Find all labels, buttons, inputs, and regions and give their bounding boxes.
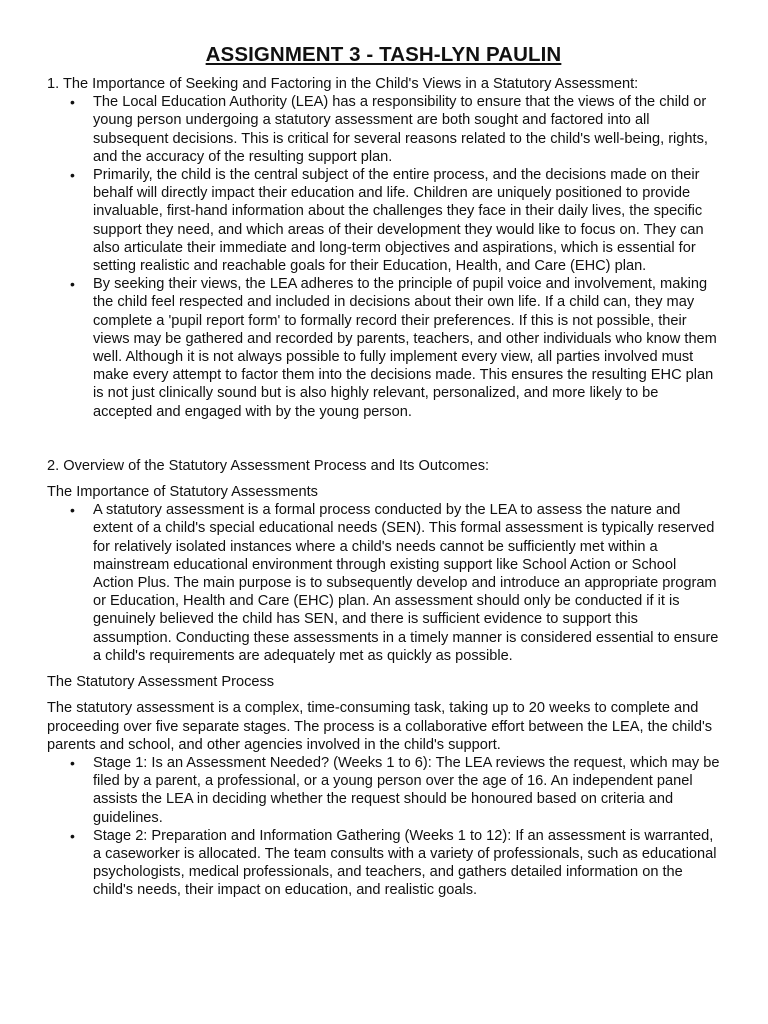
section-1-heading: 1. The Importance of Seeking and Factoring in the Child's Views in a Statutory Assessment: (47, 76, 639, 92)
subheading-process: The Statutory Assessment Process (47, 674, 275, 691)
section-1-bullet-list (47, 93, 720, 421)
bullet-item: • Primarily, the child is the central subject of the entire process, and the decisions made on their behalf will directly impact their education and life. Children are uniquely positioned to provide invaluable, first-hand information about the challenges they face in their daily lives, the specific support they need, and which areas of their development they would like to focus on. They can also articulate their immediate and long-term objectives and aspirations, which is essential for setting realistic and reachable goals for their Education, Health, and Care (EHC) plan. (93, 166, 720, 275)
bullet-item: • A statutory assessment is a formal process conducted by the LEA to assess the nature and extent of a child's special educational needs (SEN). This formal assessment is typically reserved for relatively isolated instances where a child's needs cannot be sufficiently met within a mainstream educational environment through existing support like School Action or School Action Plus. The main purpose is to subsequently develop and introduce an appropriate program or Education, Health and Care (EHC) plan. An assessment should only be conducted if it is genuinely believed the child has SEN, and there is sufficient evidence to support this assumption. Conducting these assessments in a timely manner is considered essential to ensure a child's requirements are adequately met as quickly as possible. (93, 501, 720, 665)
process-paragraph: The statutory assessment is a complex, time-consuming task, taking up to 20 weeks to complete and proceeding over five separate stages. The process is a collaborative effort between the LEA, the child's parents and school, and other agencies involved in the child's support. (47, 700, 713, 753)
document-title: ASSIGNMENT 3 - TASH-LYN PAULIN (205, 43, 562, 66)
section-2-heading: 2. Overview of the Statutory Assessment Process and Its Outcomes: (47, 457, 490, 474)
stage-item: • Stage 1: Is an Assessment Needed? (Weeks 1 to 6): The LEA reviews the request, which may be filed by a parent, a professional, or a young person over the age of 16. An independent panel assists the LEA in deciding whether the request should be honoured based on criteria and guidelines. (93, 754, 720, 827)
stage-item: • Stage 2: Preparation and Information Gathering (Weeks 1 to 12): If an assessment is warranted, a caseworker is allocated. The team consults with a variety of professionals, such as educational psychologists, medical professionals, and teachers, and gathers detailed information on the child's needs, their impact on education, and realistic goals. (93, 827, 720, 900)
importance-bullet-list (47, 501, 720, 665)
subheading-importance: The Importance of Statutory Assessments (47, 484, 318, 501)
bullet-item: • The Local Education Authority (LEA) has a responsibility to ensure that the views of the child or young person undergoing a statutory assessment are both sought and factored into all subsequent decisions. This is critical for several reasons related to the child's well-being, rights, and the accuracy of the resulting support plan. (93, 93, 720, 166)
stages-bullet-list (47, 754, 720, 900)
bullet-item: • By seeking their views, the LEA adheres to the principle of pupil voice and involvement, making the child feel respected and included in decisions about their own life. If a child can, they may complete a 'pupil report form' to formally record their preferences. If this is not possible, their views may be gathered and recorded by parents, teachers, and other individuals who know them well. Although it is not always possible to fully implement every view, all parties involved must make every attempt to factor them into the decisions made. This ensures the resulting EHC plan is not just clinically sound but is also highly relevant, personalized, and more likely to be accepted and engaged with by the young person. (93, 275, 720, 421)
